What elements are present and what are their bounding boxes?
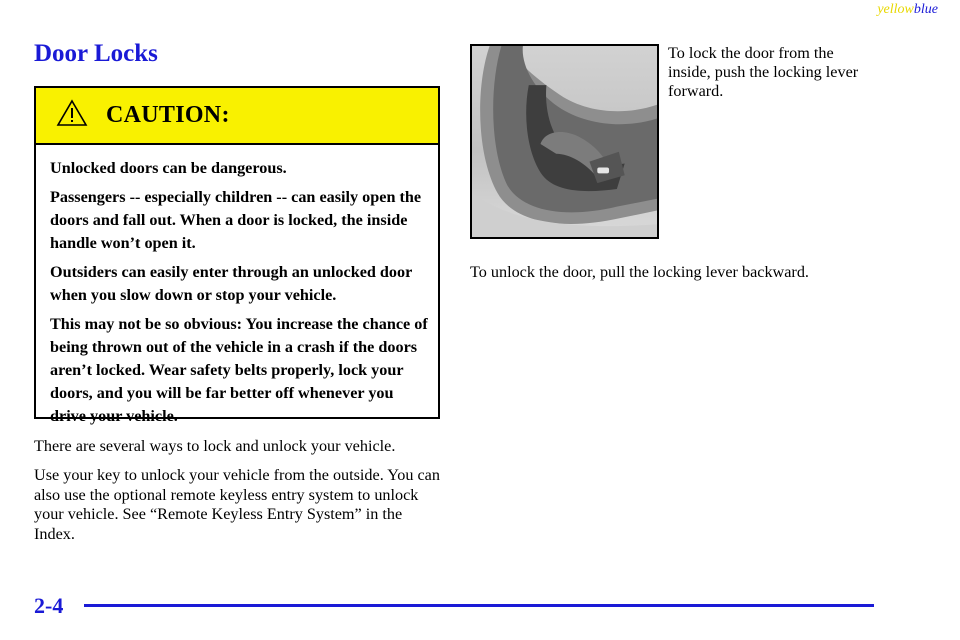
caution-body [36,145,438,428]
page-number: 2-4 [34,593,64,618]
caution-paragraph: This may not be so obvious: You increase the chance of being thrown out of the vehicle in a crash if the doors aren’t locked. Wear safety belts properly, lock your doors, and you will be far better off whenever you drive your vehicle. [50,315,428,425]
color-tag [877,2,938,18]
caution-box [34,86,440,425]
body-paragraph: There are several ways to lock and unlock your vehicle. [34,437,396,455]
caution-header [36,88,438,145]
caution-paragraph: Passengers -- especially children -- can easily open the doors and fall out. When a door is locked, the inside handle won’t open it. [50,188,422,252]
warning-triangle-icon [56,99,88,127]
body-paragraph: To unlock the door, pull the locking lever backward. [470,263,809,281]
photo-caption: To lock the door from the inside, push the locking lever forward. [668,44,859,100]
color-tag-yellow: yellow [877,2,914,17]
caution-title: CAUTION: [106,102,230,128]
door-handle-illustration [472,46,657,237]
body-paragraph: Use your key to unlock your vehicle from the outside. You can also use the optional remote keyless entry system to unlock your vehicle. See “Remote Keyless Entry System” in the Index. [34,466,440,543]
caution-paragraph: Outsiders can easily enter through an unlocked door when you slow down or stop your vehicle. [50,263,413,304]
page-title: Door Locks [34,40,158,67]
footer-rule [84,604,874,607]
door-lock-lever-photo [470,44,659,239]
caution-paragraph: Unlocked doors can be dangerous. [50,159,287,177]
color-tag-blue: blue [913,2,938,17]
